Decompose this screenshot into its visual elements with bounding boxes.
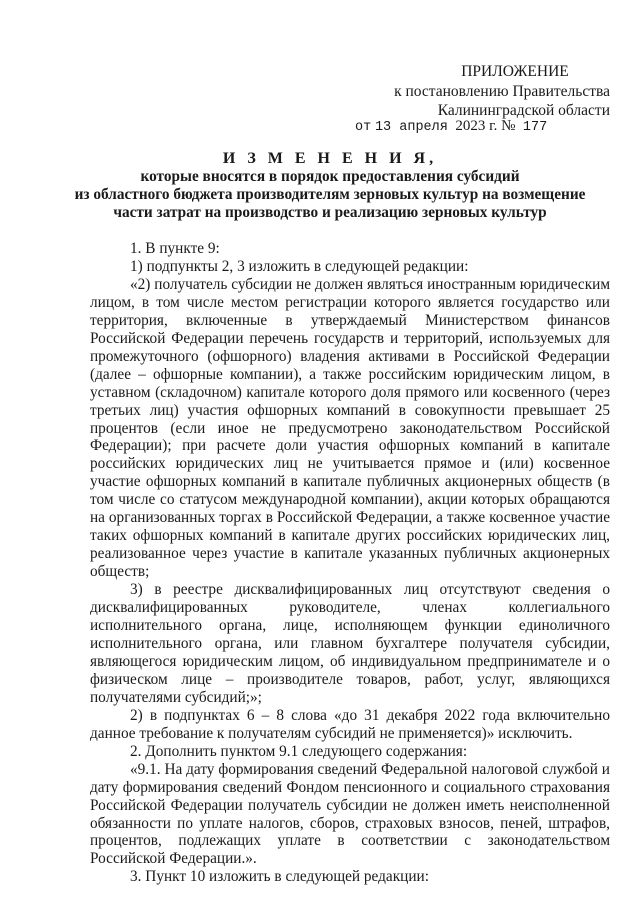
appendix-line-1: к постановлению Правительства [394, 82, 610, 100]
paragraph: 3. Пункт 10 изложить в следующей редакции: [130, 868, 429, 886]
heading-line-2: из областного бюджета производителям зерновых культур на возмещение [74, 186, 586, 203]
document-body [90, 240, 610, 886]
decree-number: 177 [522, 120, 548, 135]
paragraph: 2) в подпунктах 6 – 8 слова «до 31 декабря 2022 года включительно данное требование к получателям субсидий не применяется)» исключить. [90, 706, 610, 742]
paragraph: 1) подпункты 2, 3 изложить в следующей редакции: [130, 257, 469, 275]
heading-line-3: части затрат на производство и реализацию зерновых культур [113, 204, 547, 221]
date-prefix: от [355, 120, 372, 135]
appendix-block [355, 62, 610, 135]
appendix-date-line [355, 117, 547, 138]
date-handwritten: 13 апреля [374, 120, 448, 135]
paragraph: «2) получатель субсидии не должен являться иностранным юридическим лицом, в том числе местом регистрации которого является государство или территория, включенные в утверждаемый Министерством финансов Российской Федерации перечень государств и территорий, используемых для промежуточного (офшорного) владения активами в Российской Федерации (далее – офшорные компании), а также российским юридическим лицом, в уставном (складочном) капитале которого доля прямого или косвенного (через третьих лиц) участия офшорных компаний в совокупности превышает 25 процентов (если иное не предусмотрено законодательством Российской Федерации); при расчете доли участия офшорных компаний в капитале российских юридических лиц не учитывается прямое и (или) косвенное участие офшорных компаний в капитале публичных акционерных обществ (в том числе со статусом международной компании), акции которых обращаются на организованных торгах в Российской Федерации, а также косвенное участие таких офшорных компаний в капитале других российских юридических лиц, реализованное через участие в капитале указанных публичных акционерных обществ; [90, 275, 610, 581]
appendix-line-2: Калининградской области [437, 102, 610, 119]
paragraph: 3) в реестре дисквалифицированных лиц отсутствуют сведения о дисквалифицированных руководителе, членах коллегиального исполнительного органа, лице, исполняющем функции единоличного исполнительного органа, или главном бухгалтере получателя субсидии, являющегося юридическим лицом, об индивидуальном предпринимателе и о физическом лице – производителе товаров, работ, услуг, являющихся получателями субсидий;»; [90, 581, 610, 706]
paragraph: «9.1. На дату формирования сведений Федеральной налоговой службой и дату формирования сведений Фондом пенсионного и социального страхования Российской Федерации получатель субсидии не должен иметь неисполненной обязанности по уплате налогов, сборов, страховых взносов, пеней, штрафов, процентов, подлежащих уплате в соответствии с законодательством Российской Федерации.». [90, 760, 610, 868]
appendix-title: ПРИЛОЖЕНИЕ [461, 63, 569, 80]
heading-line-1: которые вносятся в порядок предоставления субсидий [140, 168, 520, 185]
paragraph: 1. В пункте 9: [130, 240, 220, 257]
date-year: 2023 г. № [455, 118, 516, 134]
paragraph: 2. Дополнить пунктом 9.1 следующего содержания: [130, 742, 468, 760]
heading-title: И З М Е Н Е Н И Я, [222, 150, 438, 167]
document-heading [70, 150, 590, 222]
